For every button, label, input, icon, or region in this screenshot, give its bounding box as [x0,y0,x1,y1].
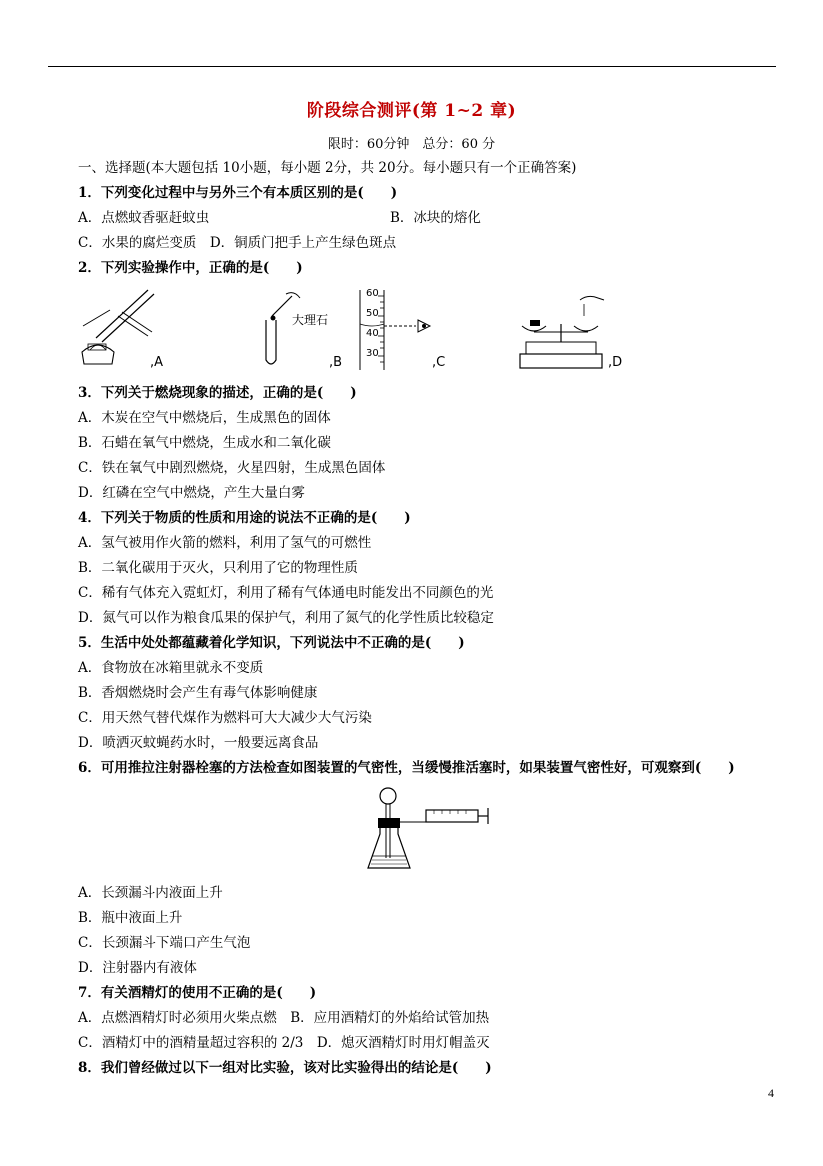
section-heading: 一、选择题(本大题包括 10小题，每小题 2分，共 20分。每小题只有一个正确答案) [78,160,577,176]
question-6-option-a: A．长颈漏斗内液面上升 [78,885,223,901]
question-7-stem: 7．有关酒精灯的使用不正确的是( ) [78,985,317,1001]
question-4-stem: 4．下列关于物质的性质和用途的说法不正确的是( ) [78,510,411,526]
question-1-stem: 1．下列变化过程中与另外三个有本质区别的是( ) [78,185,398,201]
figure-a-heating-apparatus [78,288,158,370]
question-1-option-b: B．冰块的熔化 [390,210,481,226]
question-3-option-b: B．石蜡在氧气中燃烧，生成水和二氧化碳 [78,435,331,451]
figure-b-label: ,B [329,355,343,370]
question-4-option-d: D．氮气可以作为粮食瓜果的保护气，利用了氮气的化学性质比较稳定 [78,610,494,626]
question-7-options-ab: A．点燃酒精灯时必须用火柴点燃 B．应用酒精灯的外焰给试管加热 [78,1010,490,1026]
question-5-stem: 5．生活中处处都蕴藏着化学知识，下列说法中不正确的是( ) [78,635,465,651]
cylinder-tick-50: 50 [366,308,379,319]
page-subtitle: 限时：60分钟 总分：60 分 [327,137,496,152]
question-3-stem: 3．下列关于燃烧现象的描述，正确的是( ) [78,385,357,401]
cylinder-tick-60: 60 [366,288,379,299]
figure-a-label: ,A [150,355,164,370]
question-3-option-d: D．红磷在空气中燃烧，产生大量白雾 [78,485,305,501]
question-5-option-d: D．喷洒灭蚊蝇药水时，一般要远离食品 [78,735,319,751]
question-2-stem: 2．下列实验操作中，正确的是( ) [78,260,303,276]
question-5-option-b: B．香烟燃烧时会产生有毒气体影响健康 [78,685,318,701]
question-6-option-d: D．注射器内有液体 [78,960,197,976]
figure-q6-flask-syringe [364,786,494,874]
header-rule [48,66,776,67]
page-number: 4 [768,1086,774,1100]
cylinder-tick-30: 30 [366,348,379,359]
question-8-stem: 8．我们曾经做过以下一组对比实验，该对比实验得出的结论是( ) [78,1060,492,1076]
cylinder-tick-40: 40 [366,328,379,339]
figure-d-label: ,D [608,355,623,370]
question-6-stem: 6．可用推拉注射器栓塞的方法检查如图装置的气密性，当缓慢推活塞时，如果装置气密性好，可观察到( ) [78,760,735,776]
question-1-options-cd: C．水果的腐烂变质 D．铜质门把手上产生绿色斑点 [78,235,397,251]
page-title: 阶段综合测评(第 1~2 章) [306,101,517,121]
figure-c-label: ,C [432,355,446,370]
question-3-option-c: C．铁在氧气中剧烈燃烧，火星四射，生成黑色固体 [78,460,386,476]
question-6-option-c: C．长颈漏斗下端口产生气泡 [78,935,251,951]
question-4-option-a: A．氢气被用作火箭的燃料，利用了氢气的可燃性 [78,535,372,551]
figure-b-test-tube [258,292,338,370]
question-7-options-cd: C．酒精灯中的酒精量超过容积的 2/3 D．熄灭酒精灯时用灯帽盖灭 [78,1035,490,1051]
question-5-option-a: A．食物放在冰箱里就永不变质 [78,660,264,676]
question-4-option-c: C．稀有气体充入霓虹灯，利用了稀有气体通电时能发出不同颜色的光 [78,585,494,601]
question-1-option-a: A．点燃蚊香驱赶蚊虫 [78,210,210,226]
question-5-option-c: C．用天然气替代煤作为燃料可大大减少大气污染 [78,710,372,726]
figure-d-balance [518,292,608,372]
marble-label: 大理石 [292,313,329,327]
question-6-option-b: B．瓶中液面上升 [78,910,183,926]
question-4-option-b: B．二氧化碳用于灭火，只利用了它的物理性质 [78,560,358,576]
question-3-option-a: A．木炭在空气中燃烧后，生成黑色的固体 [78,410,331,426]
